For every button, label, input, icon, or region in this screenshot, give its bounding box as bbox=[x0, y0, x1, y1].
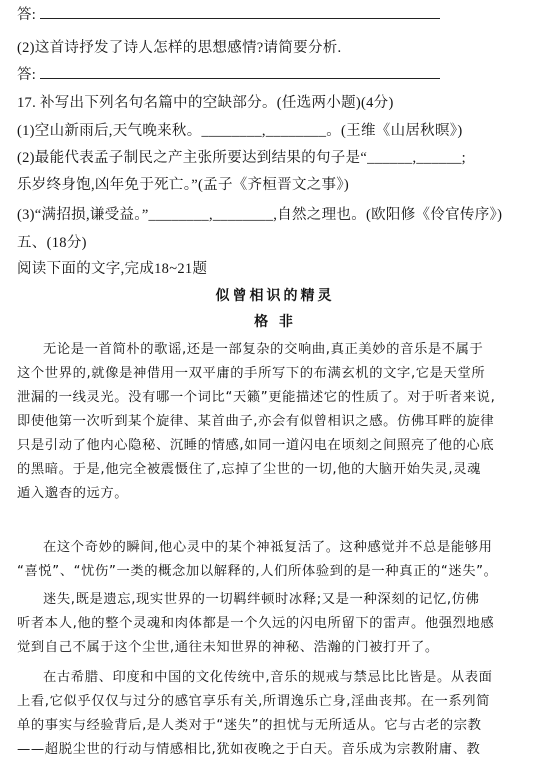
article-line: 在这个奇妙的瞬间,他心灵中的某个神祗复活了。这种感觉并不总是能够用 bbox=[43, 540, 493, 555]
answer-blank-line bbox=[40, 64, 440, 79]
article-line: ——超脱尘世的行动与情感相比,犹如夜晚之于白天。音乐成为宗教附庸、教 bbox=[17, 742, 481, 757]
article-line: “喜悦”、“忧伤”一类的概念加以解释的,人们所体验到的是一种真正的“迷失”。 bbox=[17, 564, 498, 579]
answer-label: 答: bbox=[17, 67, 37, 83]
question-17-title: 17. 补写出下列名句名篇中的空缺部分。(任选两小题)(4分) bbox=[17, 95, 394, 111]
article-line: 只是引动了他内心隐秘、沉睡的情感,如同一道闪电在顷刻之间照亮了他的心底 bbox=[17, 438, 495, 453]
reading-instruction: 阅读下面的文字,完成18~21题 bbox=[17, 261, 208, 277]
question-17-3: (3)“满招损,谦受益。”________,________,自然之理也。(欧阳修《伶官传序》) bbox=[17, 207, 503, 223]
article-line: 听者本人,他的整个灵魂和肉体都是一个久远的闪电所留下的雷声。他强烈地感 bbox=[17, 616, 495, 631]
answer-row-1 bbox=[17, 4, 440, 25]
article-line: 的黑暗。于是,他完全被震慑住了,忘掉了尘世的一切,他的大脑开始失灵,灵魂 bbox=[17, 462, 482, 477]
article-line: 在古希腊、印度和中国的文化传统中,音乐的规戒与禁忌比比皆是。从表面 bbox=[43, 670, 493, 685]
section-5-heading: 五、(18分) bbox=[17, 235, 87, 251]
answer-label: 答: bbox=[17, 7, 37, 23]
article-line: 迷失,既是遗忘,现实世界的一切羁绊顿时冰释;又是一种深刻的记忆,仿佛 bbox=[43, 592, 480, 607]
question-17-1: (1)空山新雨后,天气晚来秋。________,________。(王维《山居秋暝》) bbox=[17, 123, 463, 139]
article-line: 即使他第一次听到某个旋律、某首曲子,亦会有似曾相识之感。仿佛耳畔的旋律 bbox=[17, 414, 495, 429]
article-line: 觉到自己不属于这个尘世,通往未知世界的神秘、浩瀚的门被打开了。 bbox=[17, 640, 439, 655]
answer-blank-line bbox=[40, 4, 440, 19]
question-17-2a: (2)最能代表孟子制民之产主张所要达到结果的句子是“______,______; bbox=[17, 150, 466, 166]
answer-row-2 bbox=[17, 64, 440, 85]
article-line: 遁入邈杳的远方。 bbox=[17, 486, 129, 501]
article-line: 泄漏的一线灵光。没有哪一个词比“天籁”更能描述它的性质了。对于听者来说, bbox=[17, 390, 496, 405]
article-line: 上看,它似乎仅仅与过分的感官享乐有关,所谓逸乐亡身,淫曲丧邦。在一系列简 bbox=[17, 694, 491, 709]
article-author: 格 非 bbox=[254, 314, 296, 330]
article-line: 无论是一首简朴的歌谣,还是一部复杂的交响曲,真正美妙的音乐是不属于 bbox=[43, 342, 484, 357]
question-17-2b: 乐岁终身饱,凶年免于死亡。”(孟子《齐桓晋文之事》) bbox=[17, 177, 350, 193]
question-16-2: (2)这首诗抒发了诗人怎样的思想感情?请简要分析. bbox=[17, 40, 342, 56]
article-title: 似曾相识的精灵 bbox=[215, 288, 335, 304]
article-line: 这个世界的,就像是神借用一双平庸的手所写下的布满玄机的文字,它是天堂所 bbox=[17, 366, 486, 381]
article-line: 单的事实与经验背后,是人类对于“迷失”的担忧与无所适从。它与古老的宗教 bbox=[17, 718, 482, 733]
